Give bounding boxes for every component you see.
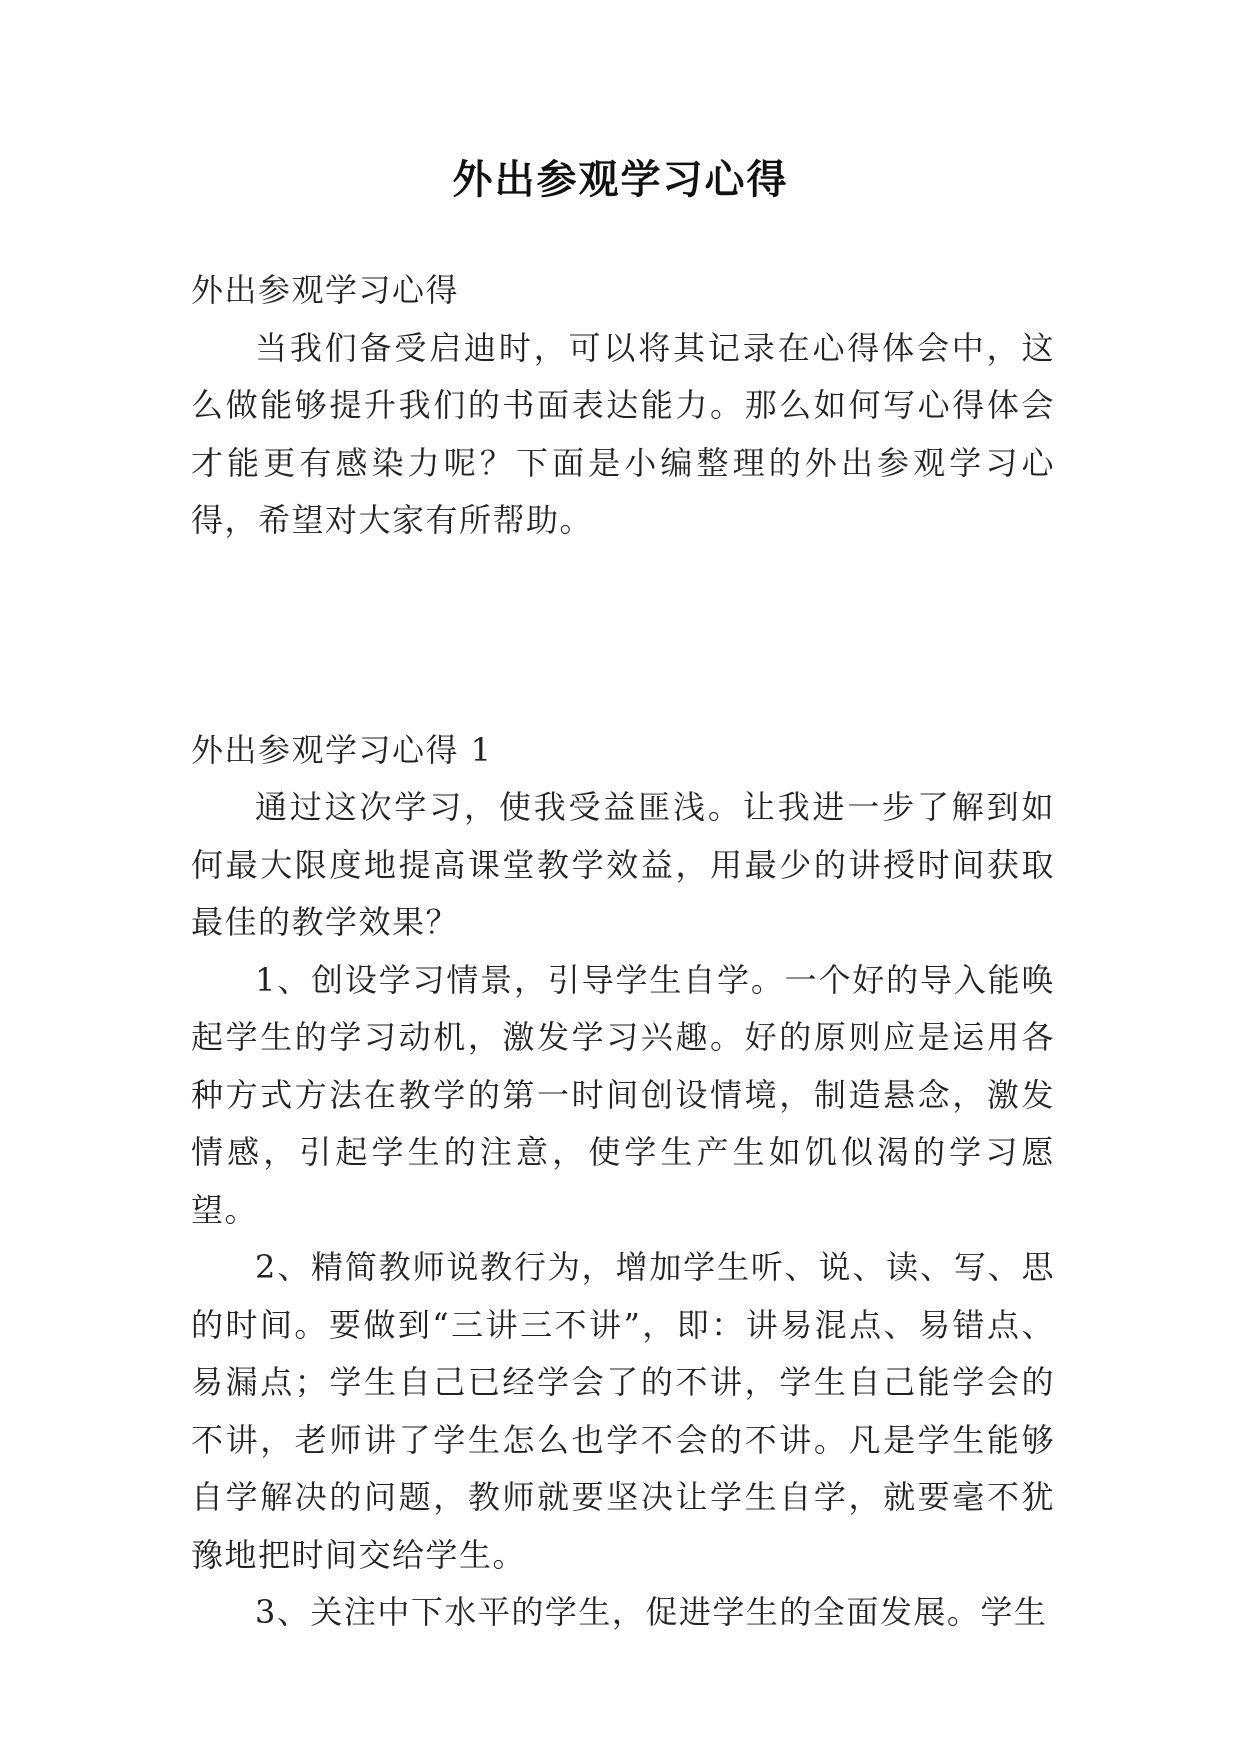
document-title: 外出参观学习心得 [452, 157, 789, 203]
section1-heading: 外出参观学习心得 1 [191, 730, 493, 769]
section1-paragraph: 1、创设学习情景，引导学生自学。一个好的导入能唤起学生的学习动机，激发学习兴趣。好的原则应是运用各种方式方法在教学的第一时间创设情境，制造悬念，激发情感，引起学生的注意，使学生产生如饥似渴的学习愿望。 [191, 960, 1055, 1229]
section1-paragraph: 2、精简教师说教行为，增加学生听、说、读、写、思的时间。要做到“三讲三不讲”，即：讲易混点、易错点、易漏点；学生自己已经学会了的不讲，学生自己能学会的不讲，老师讲了学生怎么也学不会的不讲。凡是学生能够自学解决的问题，教师就要坚决让学生自学，就要毫不犹豫地把时间交给学生。 [191, 1248, 1055, 1574]
document-body [191, 262, 1055, 1642]
section1-paragraph: 3、关注中下水平的学生，促进学生的全面发展。学生 [255, 1593, 1048, 1631]
section1-paragraph: 通过这次学习，使我受益匪浅。让我进一步了解到如何最大限度地提高课堂教学效益，用最少的讲授时间获取最佳的教学效果？ [191, 788, 1055, 941]
section-spacer [191, 550, 1055, 722]
intro-paragraph: 当我们备受启迪时，可以将其记录在心得体会中，这么做能够提升我们的书面表达能力。那么如何写心得体会才能更有感染力呢？下面是小编整理的外出参观学习心得，希望对大家有所帮助。 [191, 328, 1055, 539]
intro-heading: 外出参观学习心得 [191, 271, 460, 309]
